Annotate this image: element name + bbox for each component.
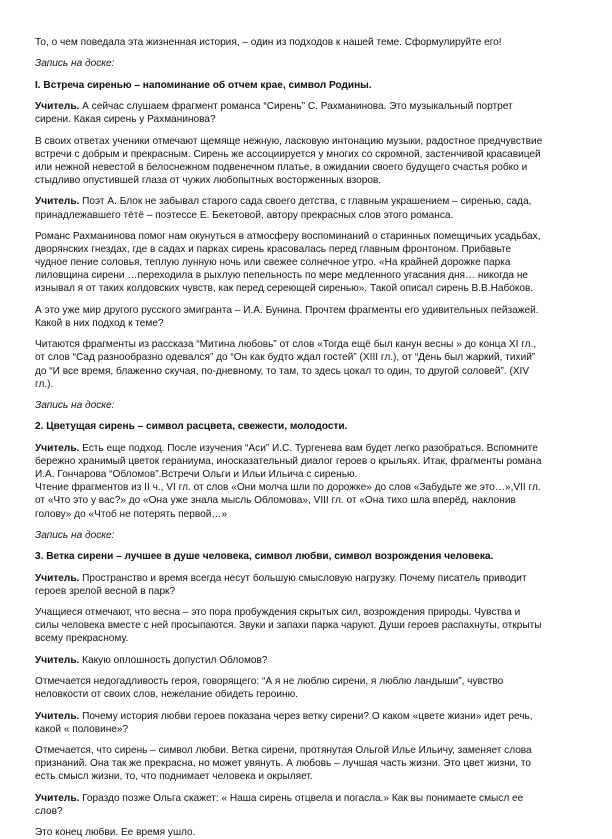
bunin-paragraph: А это уже мир другого русского эмигранта – И.А. Бунина. Прочтем фрагменты его удивительных пейзажей. Какой в них подход к теме? bbox=[35, 304, 539, 329]
spring-paragraph: Учащиеся отмечают, что весна – это пора пробуждения скрытых сил, возрождения природы. Чувства и силы человека вместе с ней просыпаются. Звуки и запахи парка чаруют. Души героев распахнуты, открыты всему прекрасному. bbox=[35, 607, 542, 645]
teacher-paragraph bbox=[35, 710, 544, 736]
teacher-label: Учитель. bbox=[35, 654, 80, 666]
romance-paragraph: Романс Рахманинова помог нам окунуться в атмосферу воспоминаний о старинных помещичьих усадьбах, дворянских гнездах, где в садах и парках сирень красовалась перед главным фронтоном. Прибавьте чудное пение соловья, теплую лунную ночь или свежее солнечное утро. «На крайней дорожке парка лиловщина сирени …переходила в рыхлую пепельность по мере медленного угасания дня… никогда не изнывал я от таких колдовских чувств, как перед сереющей сиренью». Такой описал сирень В.В.Набоков. bbox=[35, 230, 541, 295]
teacher-paragraph bbox=[35, 792, 544, 818]
intro-paragraph: То, о чем поведала эта жизненная история, – один из подходов к нашей теме. Сформулируйте его! bbox=[35, 37, 502, 48]
section-heading-3: 3. Ветка сирени – лучшее в душе человека, символ любви, символ возрождения человека. bbox=[35, 551, 494, 563]
teacher-label: Учитель. bbox=[35, 196, 80, 208]
section-heading-1: I. Встреча сиренью – напоминание об отчем крае, символ Родины. bbox=[35, 79, 372, 91]
teacher-text: Есть еще подход. После изучения “Аси” И.С. Тургенева вам будет легко разобраться. Вспомните бережно хранимый цветок гераниума, иносказательный диалог героев о крыльях. Итак, фрагменты романа И.А. Гончарова “Обломов”.Встречи Ольги и Ильи Ильича с сиренью. bbox=[35, 442, 542, 481]
teacher-text: Пространство и время всегда несут большую смысловую нагрузку. Почему писатель приводит героев зрелой весной в парк? bbox=[35, 572, 527, 597]
teacher-text: Поэт А. Блок не забывал старого сада своего детства, с главным украшением – сиренью, сада, принадлежавшего тётё – поэтессе Е. Бекетовой, автору прекрасных слов этого романса. bbox=[35, 196, 532, 221]
teacher-paragraph bbox=[35, 572, 544, 598]
section-heading-2: 2. Цветущая сирень – символ расцвета, свежести, молодости. bbox=[35, 421, 348, 433]
board-note: Запись на доске: bbox=[35, 400, 115, 412]
teacher-label: Учитель. bbox=[35, 792, 80, 804]
mitya-reading-paragraph: Читаются фрагменты из рассказа “Митина любовь” от слов «Тогда ещё был канун весны » до конца XI гл., от слов “Сад разнообразно одевался” до “Он как будто ждал гостей” (XIII гл.), от “День был жаркий, тихий” до “И все время, блаженно скучая, по-дневному, то там, то здесь цокал то один, то другой соловей”. (XIV гл.). bbox=[35, 339, 537, 390]
teacher-text: Какую оплошность допустил Обломов? bbox=[79, 654, 268, 666]
teacher-text: А сейчас слушаем фрагмент романса “Сирень” С. Рахманинова. Это музыкальный портрет сирени. Какая сирень у Рахманинова? bbox=[35, 101, 513, 126]
teacher-label: Учитель. bbox=[35, 442, 80, 454]
board-note: Запись на доске: bbox=[35, 529, 115, 541]
teacher-label: Учитель. bbox=[35, 101, 80, 113]
branch-paragraph: Отмечается, что сирень – символ любви. Ветка сирени, протянутая Ольгой Илье Ильичу, заменяет слова признаний. Она так же прекрасна, но может увянуть. А любовь – лучшая часть жизни. Это цвет жизни, то есть смысл жизни, то, что поднимает человека и окрыляет. bbox=[35, 745, 532, 783]
oblomov-reading-paragraph: Чтение фрагментов из II ч., VI гл. от слов «Они молча шли по дорожке» до слов «Забудьте же это…»,VII гл. от «Что это у вас?» до «Она уже знала мысль Обломова», VIII гл. от «Она тихо шла вперёд, наклонив голову» до «Чтоб не потерять первой…» bbox=[35, 482, 541, 520]
teacher-paragraph bbox=[35, 654, 544, 667]
teacher-text: Почему история любви героев показана через ветку сирени? О каком «цвете жизни» идет речь, какой « половине»? bbox=[35, 710, 533, 735]
teacher-label: Учитель. bbox=[35, 710, 80, 722]
teacher-text: Гораздо позже Ольга скажет: « Наша сирень отцвела и погасла.» Как вы понимаете смысл ее слов? bbox=[35, 792, 524, 817]
mistake-paragraph: Отмечается недогадливость героя, говорящего: “А я не люблю сирени, я люблю ландыши”, чувство неловкости от своих слов, нежелание обидеть героиню. bbox=[35, 676, 504, 701]
students-answers-paragraph: В своих ответах ученики отмечают щемяще нежную, ласковую интонацию музыки, радостное предчувствие встречи с добрым и прекрасным. Сирень же ассоциируется у многих со скромной, застенчивой красавицей или нежной невестой в белоснежном подвенечном платье, в ожидании своего будущего счастья робко и стыдливо опустившей глаза от чужих любопытных восторженных взоров. bbox=[35, 135, 543, 186]
teacher-label: Учитель. bbox=[35, 572, 80, 584]
teacher-paragraph bbox=[35, 442, 544, 481]
teacher-paragraph bbox=[35, 100, 544, 126]
ending-paragraph: Это конец любви. Ее время ушло. bbox=[35, 827, 196, 839]
teacher-paragraph bbox=[35, 195, 544, 221]
board-note: Запись на доске: bbox=[35, 58, 115, 70]
